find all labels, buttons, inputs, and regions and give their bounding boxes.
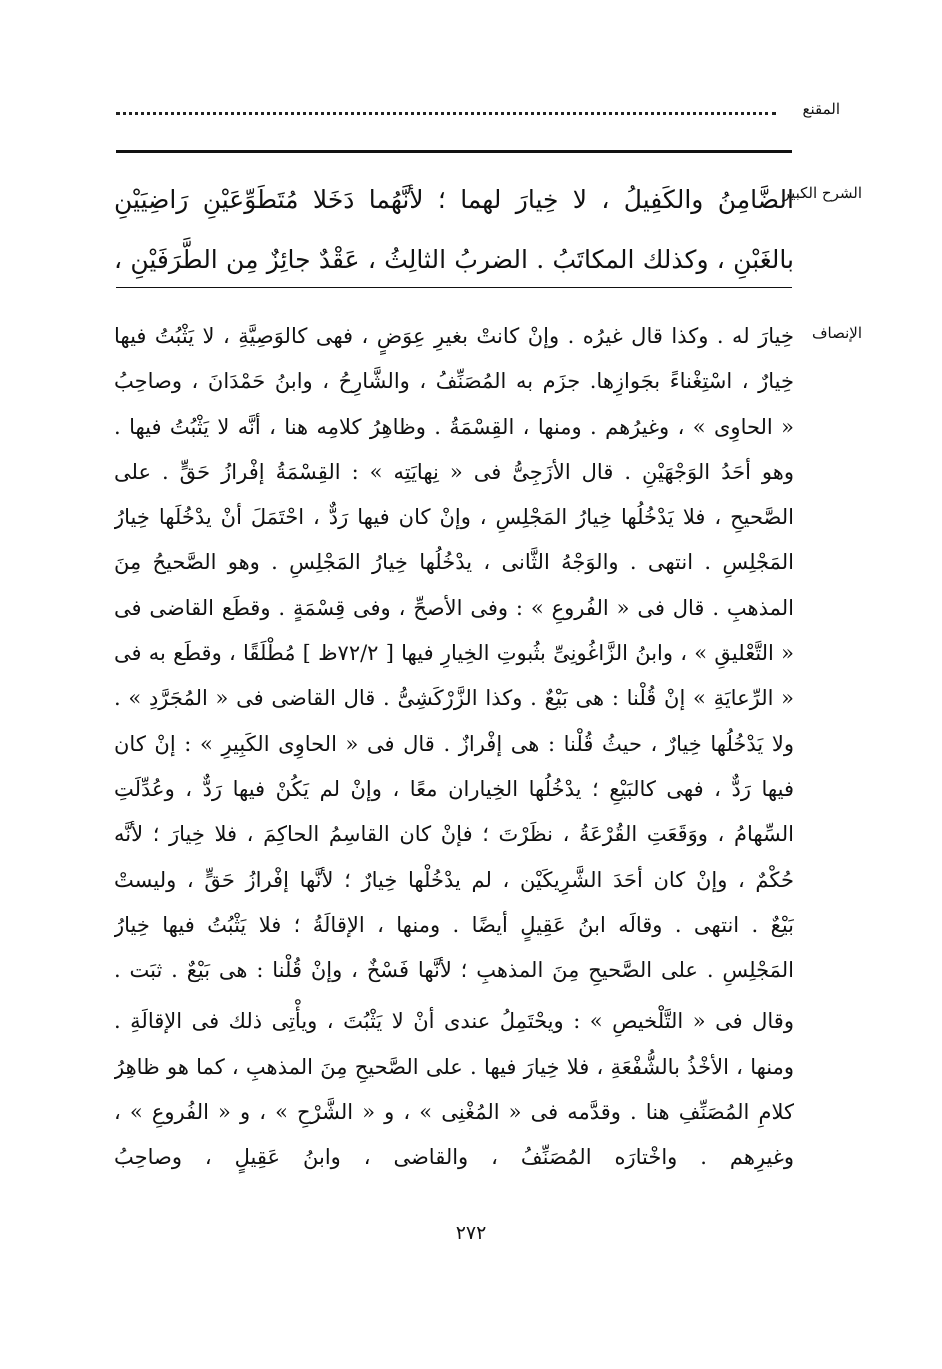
- insaf-line-16: وقال فى « التَّلْخيصِ » : ويحْتَمِلُ عندى أنْ لا يَثْبُتَ ، ويأْتِى ذلك فى الإقالَةِ .: [114, 1009, 794, 1034]
- insaf-line-2: خِيارٌ ، اسْتِغْناءً بجَوازِها. جزَم به المُصَنِّفُ ، والشَّارِحُ ، وابنُ حَمْدَانَ ، وصاحِبُ: [114, 369, 794, 394]
- header-dotted-rule: [116, 112, 776, 115]
- insaf-line-8: « التَّعْليقِ » ، وابنُ الزَّاغُونِىِّ بثُبوتِ الخِيارِ فيها [ ٧٢/٢ظ ] مُطْلَقًا ، وقطَع به فى: [114, 641, 794, 666]
- insaf-line-9: « الرِّعايَةِ » إنْ قُلْنا : هى بَيْعٌ . وكذا الزَّرْكَشِىُّ . قال القاضى فى « المُجَرَّدِ » .: [114, 686, 794, 711]
- page-number: ٢٧٢: [455, 1222, 487, 1244]
- insaf-line-10: ولا يَدْخُلُها خِيارٌ ، حيثُ قُلْنا : هى إفْرازٌ . قال فى « الحاوِى الكَبِيرِ » : إنْ كان: [114, 731, 794, 756]
- insaf-line-14: بَيْعٌ . انتهى . وقالَه ابنُ عَقِيلٍ أيضًا . ومنها ، الإقالَةُ ؛ فلا يَثْبُتُ فيها خِيارُ: [114, 912, 794, 937]
- insaf-line-13: حُكْمٌ ، وإنْ كان أحَدَ الشَّرِيكَيْن ، لم يدْخُلْها خِيارٌ ؛ لأنَّها إفْرازُ حَقٍّ ، وليستْ: [114, 867, 794, 892]
- insaf-line-19: وغيرِهم . واخْتارَه المُصَنِّفُ ، والقاضى ، وابنُ عَقِيلٍ ، وصاحِبُ: [114, 1145, 794, 1170]
- sharh-text-block: [114, 170, 794, 290]
- insaf-line-11: فيها رَدٌّ ، فهى كالبَيْعِ ؛ يدْخُلُها الخِياران معًا ، وإنْ لم يَكُنْ فيها رَدٌّ ، وعُدِّلَتِ: [114, 776, 794, 801]
- insaf-line-6: المَجْلِسِ . انتهى . والوَجْهُ الثَّانى ، يدْخُلُها خِيارُ المَجْلِسِ . وهو الصَّحيحُ مِنَ: [114, 550, 794, 575]
- insaf-line-4: وهو أحَدُ الوَجْهَيْنِ . قال الأزَجِىُّ فى « نِهايَتِه » : القِسْمَةُ إفْرازُ حَقٍّ . على: [114, 459, 794, 484]
- running-header-label: المقنع: [802, 100, 840, 118]
- insaf-line-17: ومنها ، الأخْذُ بالشُّفْعَةِ ، فلا خِيارَ فيها . على الصَّحيحِ مِنَ المذهبِ ، كما هو ظاهِرُ: [114, 1054, 794, 1079]
- sharh-section-label: الشرح الكبير: [782, 184, 862, 202]
- insaf-line-12: السِّهامُ ، ووَقَعَتِ القُرْعَةُ ، نظَرْتَ ؛ فإنْ كان القاسِمُ الحاكِمَ ، فلا خِيارَ ؛ لأنَّه: [114, 822, 794, 847]
- thin-divider: [116, 287, 792, 288]
- insaf-line-1: خِيارَ له . وكذا قال غيرُه . وإنْ كانتْ بغيرِ عِوَضٍ ، فهى كالوَصِيَّةِ ، لا يَثْبُتُ فيها: [114, 324, 794, 348]
- insaf-line-7: المذهبِ . قال فى « الفُروعِ » : وفى الأصحِّ ، وفى قِسْمَةٍ . وقطَع القاضى فى: [114, 595, 794, 620]
- insaf-line-5: الصَّحيحِ ، فلا يَدْخُلُها خِيارُ المَجْلِسِ ، وإنْ كان فيها رَدٌّ ، احْتَمَلَ أنْ يدْخُلَها خِيارُ: [114, 505, 794, 530]
- sharh-line-2: بالغَبْنِ ، وكذلك المكاتَبُ . الضربُ الثالِثُ ، عَقْدٌ جائِزٌ مِن الطَّرَفَيْنِ ،: [114, 245, 794, 274]
- insaf-line-3: « الحاوِى » ، وغيرُهم . ومنها ، القِسْمَةُ . وظاهِرُ كلامِه هنا ، أنَّه لا يَثْبُتُ فيها .: [114, 414, 794, 439]
- insaf-section-label: الإنصاف: [811, 324, 862, 342]
- thick-divider: [116, 150, 792, 153]
- insaf-line-18: كلامِ المُصَنِّفِ هنا . وقدَّمه فى « المُغْنِى » ، و « الشَّرْحِ » ، و « الفُروعِ » ،: [114, 1100, 794, 1125]
- insaf-text-block: [114, 314, 794, 1181]
- sharh-line-1: الضَّامِنُ والكَفِيلُ ، لا خِيارَ لهما ؛ لأنَّهُما دَخَلا مُتَطَوِّعَيْنِ رَاضِيَيْنِ: [114, 185, 794, 214]
- insaf-line-15: المَجْلِسِ . على الصَّحيحِ مِنَ المذهبِ ؛ لأنَّها فَسْخٌ ، وإنْ قُلْنا : هى بَيْعٌ . ثبَت .: [114, 958, 794, 983]
